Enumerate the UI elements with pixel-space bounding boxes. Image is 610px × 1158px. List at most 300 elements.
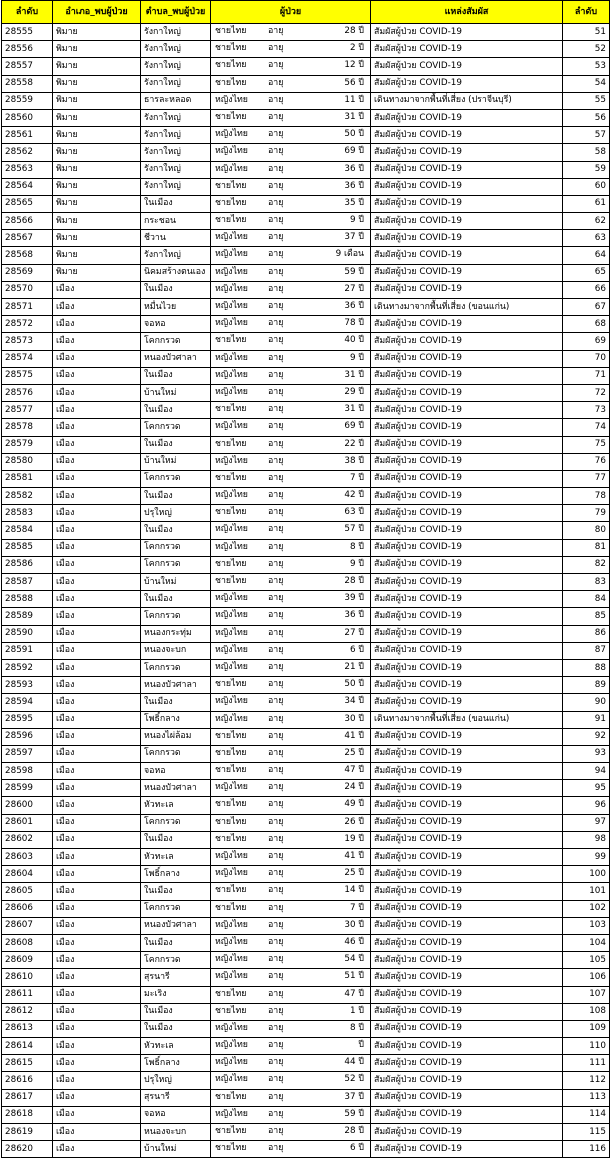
patient-age: 8 ปี bbox=[350, 1022, 364, 1033]
patient-sex: ชายไทย bbox=[215, 730, 247, 741]
cell-patient bbox=[211, 1141, 371, 1158]
table-row bbox=[2, 694, 610, 711]
cell-district: เมือง bbox=[53, 866, 141, 883]
table-row bbox=[2, 178, 610, 195]
patient-age-label: อายุ bbox=[268, 1057, 284, 1068]
cell-id: 28613 bbox=[2, 1020, 53, 1037]
table-row bbox=[2, 213, 610, 230]
patient-age: 36 ปี bbox=[344, 180, 364, 191]
cell-patient bbox=[211, 849, 371, 866]
patient-age: 21 ปี bbox=[344, 661, 364, 672]
cell-district: พิมาย bbox=[53, 264, 141, 281]
patient-age: 51 ปี bbox=[344, 971, 364, 982]
table-row bbox=[2, 1072, 610, 1089]
cell-id: 28602 bbox=[2, 831, 53, 848]
cell-source: สัมผัสผู้ป่วย COVID-19 bbox=[371, 642, 563, 659]
table-row bbox=[2, 402, 610, 419]
patient-age: 37 ปี bbox=[344, 232, 364, 243]
cell-source: สัมผัสผู้ป่วย COVID-19 bbox=[371, 522, 563, 539]
cell-subdistrict: รังกาใหญ่ bbox=[141, 24, 211, 41]
cell-order: 54 bbox=[563, 75, 610, 92]
cell-id: 28615 bbox=[2, 1055, 53, 1072]
cell-source: สัมผัสผู้ป่วย COVID-19 bbox=[371, 247, 563, 264]
cell-patient bbox=[211, 195, 371, 212]
table-row bbox=[2, 350, 610, 367]
cell-id: 28565 bbox=[2, 195, 53, 212]
patient-age: 11 ปี bbox=[344, 94, 364, 105]
table-row bbox=[2, 728, 610, 745]
cell-id: 28558 bbox=[2, 75, 53, 92]
cell-id: 28614 bbox=[2, 1038, 53, 1055]
cell-id: 28598 bbox=[2, 763, 53, 780]
cell-id: 28583 bbox=[2, 505, 53, 522]
patient-age: 8 ปี bbox=[350, 541, 364, 552]
cell-id: 28570 bbox=[2, 281, 53, 298]
table-row bbox=[2, 453, 610, 470]
table-row bbox=[2, 900, 610, 917]
cell-source: สัมผัสผู้ป่วย COVID-19 bbox=[371, 144, 563, 161]
patient-sex: ชายไทย bbox=[215, 747, 247, 758]
cell-id: 28560 bbox=[2, 109, 53, 126]
cell-patient bbox=[211, 728, 371, 745]
patient-age-label: อายุ bbox=[268, 77, 284, 88]
cell-subdistrict: ในเมือง bbox=[141, 281, 211, 298]
cell-subdistrict: บ้านใหม่ bbox=[141, 453, 211, 470]
patient-age: 52 ปี bbox=[344, 1074, 364, 1085]
table-row bbox=[2, 591, 610, 608]
cell-id: 28576 bbox=[2, 384, 53, 401]
patient-sex: หญิงไทย bbox=[215, 1074, 248, 1085]
cell-subdistrict: โคกกรวด bbox=[141, 539, 211, 556]
cell-district: เมือง bbox=[53, 1072, 141, 1089]
cell-subdistrict: บ้านใหม่ bbox=[141, 384, 211, 401]
cell-order: 64 bbox=[563, 247, 610, 264]
patient-age-label: อายุ bbox=[268, 816, 284, 827]
cell-id: 28559 bbox=[2, 92, 53, 109]
patient-age-label: อายุ bbox=[268, 301, 284, 311]
cell-district: พิมาย bbox=[53, 92, 141, 109]
patient-age-label: อายุ bbox=[268, 386, 284, 397]
cell-subdistrict: นิคมสร้างตนเอง bbox=[141, 264, 211, 281]
patient-age: 31 ปี bbox=[344, 404, 364, 415]
patient-age: 31 ปี bbox=[344, 369, 364, 380]
cell-subdistrict: หนองไผ่ล้อม bbox=[141, 728, 211, 745]
patient-age-label: อายุ bbox=[268, 988, 284, 999]
header-district: อำเภอ_พบผู้ป่วย bbox=[53, 1, 141, 24]
cell-id: 28589 bbox=[2, 608, 53, 625]
cell-district: เมือง bbox=[53, 333, 141, 350]
patient-age-label: อายุ bbox=[268, 541, 284, 552]
cell-id: 28607 bbox=[2, 917, 53, 934]
cell-district: เมือง bbox=[53, 917, 141, 934]
patient-age: 56 ปี bbox=[344, 77, 364, 88]
patient-sex: หญิงไทย bbox=[215, 283, 248, 294]
patient-age: 29 ปี bbox=[344, 386, 364, 397]
patient-sex: ชายไทย bbox=[215, 507, 247, 518]
patient-age-label: อายุ bbox=[268, 558, 284, 569]
patient-sex: หญิงไทย bbox=[215, 490, 248, 501]
table-row bbox=[2, 780, 610, 797]
cell-id: 28610 bbox=[2, 969, 53, 986]
cell-subdistrict: ชีวาน bbox=[141, 230, 211, 247]
patient-sex: ชายไทย bbox=[215, 1005, 247, 1016]
cell-patient bbox=[211, 642, 371, 659]
patient-age-label: อายุ bbox=[268, 1091, 284, 1102]
cell-subdistrict: โคกกรวด bbox=[141, 952, 211, 969]
cell-district: เมือง bbox=[53, 694, 141, 711]
cell-order: 87 bbox=[563, 642, 610, 659]
cell-source: สัมผัสผู้ป่วย COVID-19 bbox=[371, 1038, 563, 1055]
cell-district: เมือง bbox=[53, 453, 141, 470]
patient-age: 28 ปี bbox=[344, 1126, 364, 1136]
header-patient: ผู้ป่วย bbox=[211, 1, 371, 24]
table-row bbox=[2, 934, 610, 951]
cell-source: สัมผัสผู้ป่วย COVID-19 bbox=[371, 195, 563, 212]
table-row bbox=[2, 608, 610, 625]
patient-age: 36 ปี bbox=[344, 163, 364, 174]
table-row bbox=[2, 436, 610, 453]
cell-patient bbox=[211, 711, 371, 728]
patient-age: 46 ปี bbox=[344, 936, 364, 947]
cell-order: 78 bbox=[563, 488, 610, 505]
patient-age: 59 ปี bbox=[344, 266, 364, 277]
patient-age-label: อายุ bbox=[268, 833, 284, 844]
patient-age: 9 เดือน bbox=[335, 249, 364, 260]
cell-order: 81 bbox=[563, 539, 610, 556]
cell-order: 97 bbox=[563, 814, 610, 831]
patient-age-label: อายุ bbox=[268, 43, 284, 54]
cell-subdistrict: รังกาใหญ่ bbox=[141, 109, 211, 126]
cell-patient bbox=[211, 694, 371, 711]
table-row bbox=[2, 127, 610, 144]
patient-age-label: อายุ bbox=[268, 919, 284, 930]
patient-age-label: อายุ bbox=[268, 936, 284, 947]
patient-age-label: อายุ bbox=[268, 1108, 284, 1119]
cell-order: 113 bbox=[563, 1089, 610, 1106]
cell-order: 58 bbox=[563, 144, 610, 161]
patient-age: 19 ปี bbox=[344, 833, 364, 844]
cell-order: 52 bbox=[563, 41, 610, 58]
cell-source: สัมผัสผู้ป่วย COVID-19 bbox=[371, 591, 563, 608]
cell-id: 28606 bbox=[2, 900, 53, 917]
table-row bbox=[2, 883, 610, 900]
cell-source: สัมผัสผู้ป่วย COVID-19 bbox=[371, 230, 563, 247]
patient-sex: หญิงไทย bbox=[215, 971, 248, 982]
patient-age: 7 ปี bbox=[350, 902, 364, 913]
cell-order: 85 bbox=[563, 608, 610, 625]
patient-age-label: อายุ bbox=[268, 197, 284, 208]
cell-district: พิมาย bbox=[53, 109, 141, 126]
cell-order: 83 bbox=[563, 574, 610, 591]
cell-subdistrict: ในเมือง bbox=[141, 195, 211, 212]
patient-age-label: อายุ bbox=[268, 610, 284, 621]
cell-district: พิมาย bbox=[53, 230, 141, 247]
cell-source: สัมผัสผู้ป่วย COVID-19 bbox=[371, 75, 563, 92]
cell-patient bbox=[211, 677, 371, 694]
patient-sex: หญิงไทย bbox=[215, 661, 248, 672]
cell-source: สัมผัสผู้ป่วย COVID-19 bbox=[371, 127, 563, 144]
cell-district: เมือง bbox=[53, 677, 141, 694]
cell-source: สัมผัสผู้ป่วย COVID-19 bbox=[371, 849, 563, 866]
patient-sex: หญิงไทย bbox=[215, 301, 248, 311]
patient-age-label: อายุ bbox=[268, 644, 284, 655]
cell-district: เมือง bbox=[53, 797, 141, 814]
patient-sex: หญิงไทย bbox=[215, 524, 248, 535]
patient-sex: หญิงไทย bbox=[215, 644, 248, 655]
cell-id: 28617 bbox=[2, 1089, 53, 1106]
cell-id: 28616 bbox=[2, 1072, 53, 1089]
cell-source: สัมผัสผู้ป่วย COVID-19 bbox=[371, 763, 563, 780]
cell-source: สัมผัสผู้ป่วย COVID-19 bbox=[371, 556, 563, 573]
patient-age-label: อายุ bbox=[268, 129, 284, 140]
table-row bbox=[2, 763, 610, 780]
table-row bbox=[2, 625, 610, 642]
cell-source: สัมผัสผู้ป่วย COVID-19 bbox=[371, 367, 563, 384]
table-row bbox=[2, 299, 610, 316]
cell-patient bbox=[211, 178, 371, 195]
patient-age-label: อายุ bbox=[268, 1074, 284, 1085]
cell-district: เมือง bbox=[53, 1003, 141, 1020]
cell-subdistrict: ปรุใหญ่ bbox=[141, 505, 211, 522]
cell-district: พิมาย bbox=[53, 213, 141, 230]
table-row bbox=[2, 711, 610, 728]
cell-subdistrict: หัวทะเล bbox=[141, 849, 211, 866]
table-row bbox=[2, 556, 610, 573]
cell-subdistrict: โคกกรวด bbox=[141, 608, 211, 625]
cell-id: 28562 bbox=[2, 144, 53, 161]
cell-id: 28618 bbox=[2, 1106, 53, 1123]
cell-subdistrict: หัวทะเล bbox=[141, 797, 211, 814]
patient-sex: หญิงไทย bbox=[215, 421, 248, 432]
cell-subdistrict: รังกาใหญ่ bbox=[141, 41, 211, 58]
cell-patient bbox=[211, 161, 371, 178]
cell-district: เมือง bbox=[53, 659, 141, 676]
cell-order: 86 bbox=[563, 625, 610, 642]
patient-age: 54 ปี bbox=[344, 954, 364, 965]
patient-age: 78 ปี bbox=[344, 318, 364, 329]
patient-age: 63 ปี bbox=[344, 507, 364, 518]
cell-patient bbox=[211, 436, 371, 453]
patient-sex: ชายไทย bbox=[215, 26, 247, 36]
cell-source: สัมผัสผู้ป่วย COVID-19 bbox=[371, 470, 563, 487]
patient-age: 49 ปี bbox=[344, 799, 364, 810]
cell-subdistrict: รังกาใหญ่ bbox=[141, 75, 211, 92]
cell-source: สัมผัสผู้ป่วย COVID-19 bbox=[371, 1003, 563, 1020]
patient-sex: หญิงไทย bbox=[215, 1040, 248, 1051]
cell-id: 28585 bbox=[2, 539, 53, 556]
cell-order: 93 bbox=[563, 745, 610, 762]
cell-id: 28564 bbox=[2, 178, 53, 195]
patient-age: 40 ปี bbox=[344, 335, 364, 346]
patient-age: 47 ปี bbox=[344, 765, 364, 776]
cell-order: 114 bbox=[563, 1106, 610, 1123]
cell-district: เมือง bbox=[53, 1106, 141, 1123]
cell-id: 28597 bbox=[2, 745, 53, 762]
table-row bbox=[2, 1003, 610, 1020]
patient-age: 2 ปี bbox=[350, 43, 364, 54]
cell-order: 84 bbox=[563, 591, 610, 608]
cell-id: 28569 bbox=[2, 264, 53, 281]
cell-patient bbox=[211, 213, 371, 230]
patient-age-label: อายุ bbox=[268, 1040, 284, 1051]
cell-patient bbox=[211, 92, 371, 109]
cell-district: เมือง bbox=[53, 625, 141, 642]
cell-district: เมือง bbox=[53, 814, 141, 831]
cell-source: สัมผัสผู้ป่วย COVID-19 bbox=[371, 952, 563, 969]
cell-id: 28587 bbox=[2, 574, 53, 591]
cell-patient bbox=[211, 1072, 371, 1089]
patient-age-label: อายุ bbox=[268, 1022, 284, 1033]
patient-sex: ชายไทย bbox=[215, 1126, 247, 1136]
cell-patient bbox=[211, 574, 371, 591]
patient-age-label: อายุ bbox=[268, 885, 284, 896]
cell-source: สัมผัสผู้ป่วย COVID-19 bbox=[371, 539, 563, 556]
cell-order: 80 bbox=[563, 522, 610, 539]
patient-age-label: อายุ bbox=[268, 438, 284, 449]
patient-age: 6 ปี bbox=[350, 1143, 364, 1154]
patient-sex: หญิงไทย bbox=[215, 1108, 248, 1119]
cell-id: 28561 bbox=[2, 127, 53, 144]
patient-age: 24 ปี bbox=[344, 782, 364, 793]
cell-subdistrict: โคกกรวด bbox=[141, 745, 211, 762]
table-row bbox=[2, 264, 610, 281]
cell-patient bbox=[211, 1124, 371, 1141]
cell-order: 59 bbox=[563, 161, 610, 178]
table-body bbox=[2, 24, 610, 1158]
cell-subdistrict: หัวทะเล bbox=[141, 1038, 211, 1055]
patient-sex: ชายไทย bbox=[215, 404, 247, 415]
patient-age: 36 ปี bbox=[344, 610, 364, 621]
patient-age-label: อายุ bbox=[268, 799, 284, 810]
cell-subdistrict: ในเมือง bbox=[141, 1020, 211, 1037]
cell-id: 28579 bbox=[2, 436, 53, 453]
cell-subdistrict: จอหอ bbox=[141, 763, 211, 780]
patient-age-label: อายุ bbox=[268, 421, 284, 432]
cell-patient bbox=[211, 264, 371, 281]
cell-district: พิมาย bbox=[53, 127, 141, 144]
table-row bbox=[2, 161, 610, 178]
cell-order: 82 bbox=[563, 556, 610, 573]
table-row bbox=[2, 1124, 610, 1141]
patient-sex: ชายไทย bbox=[215, 60, 247, 71]
patient-age: 35 ปี bbox=[344, 197, 364, 208]
cell-patient bbox=[211, 797, 371, 814]
table-row bbox=[2, 230, 610, 247]
cell-id: 28556 bbox=[2, 41, 53, 58]
cell-source: สัมผัสผู้ป่วย COVID-19 bbox=[371, 900, 563, 917]
patient-age-label: อายุ bbox=[268, 868, 284, 879]
header-subdistrict: ตำบล_พบผู้ป่วย bbox=[141, 1, 211, 24]
table-row bbox=[2, 659, 610, 676]
patient-age-label: อายุ bbox=[268, 747, 284, 758]
header-seq: ลำดับ bbox=[2, 1, 53, 24]
cell-district: เมือง bbox=[53, 831, 141, 848]
cell-subdistrict: หนองบัวศาลา bbox=[141, 780, 211, 797]
cell-id: 28620 bbox=[2, 1141, 53, 1158]
cell-order: 57 bbox=[563, 127, 610, 144]
cell-source: สัมผัสผู้ป่วย COVID-19 bbox=[371, 986, 563, 1003]
patient-sex: หญิงไทย bbox=[215, 266, 248, 277]
patient-sex: ชายไทย bbox=[215, 77, 247, 88]
cell-id: 28584 bbox=[2, 522, 53, 539]
patient-sex: ชายไทย bbox=[215, 816, 247, 827]
cell-id: 28595 bbox=[2, 711, 53, 728]
cell-order: 111 bbox=[563, 1055, 610, 1072]
cell-source: สัมผัสผู้ป่วย COVID-19 bbox=[371, 831, 563, 848]
patient-age-label: อายุ bbox=[268, 249, 284, 260]
table-row bbox=[2, 642, 610, 659]
cell-patient bbox=[211, 763, 371, 780]
cell-id: 28590 bbox=[2, 625, 53, 642]
cell-order: 60 bbox=[563, 178, 610, 195]
patient-age: 57 ปี bbox=[344, 524, 364, 535]
cell-id: 28596 bbox=[2, 728, 53, 745]
cell-source: สัมผัสผู้ป่วย COVID-19 bbox=[371, 1089, 563, 1106]
cell-district: พิมาย bbox=[53, 41, 141, 58]
cell-order: 67 bbox=[563, 299, 610, 316]
cell-patient bbox=[211, 247, 371, 264]
cell-patient bbox=[211, 58, 371, 75]
patient-age: 9 ปี bbox=[350, 215, 364, 226]
cell-source: สัมผัสผู้ป่วย COVID-19 bbox=[371, 1072, 563, 1089]
cell-subdistrict: โคกกรวด bbox=[141, 419, 211, 436]
cell-district: เมือง bbox=[53, 900, 141, 917]
cell-order: 92 bbox=[563, 728, 610, 745]
patient-age-label: อายุ bbox=[268, 1126, 284, 1136]
cell-district: เมือง bbox=[53, 505, 141, 522]
patient-age-label: อายุ bbox=[268, 215, 284, 226]
cell-patient bbox=[211, 952, 371, 969]
patient-age: ปี bbox=[358, 1040, 364, 1051]
cell-source: สัมผัสผู้ป่วย COVID-19 bbox=[371, 419, 563, 436]
cell-id: 28574 bbox=[2, 350, 53, 367]
patient-sex: ชายไทย bbox=[215, 988, 247, 999]
patient-age: 9 ปี bbox=[350, 558, 364, 569]
cell-district: พิมาย bbox=[53, 144, 141, 161]
cell-subdistrict: โพธิ์กลาง bbox=[141, 1055, 211, 1072]
patient-sex: หญิงไทย bbox=[215, 1022, 248, 1033]
header-row bbox=[2, 1, 610, 24]
patient-age: 26 ปี bbox=[344, 816, 364, 827]
patient-age-label: อายุ bbox=[268, 472, 284, 483]
cell-source: สัมผัสผู้ป่วย COVID-19 bbox=[371, 109, 563, 126]
cell-order: 105 bbox=[563, 952, 610, 969]
cell-patient bbox=[211, 780, 371, 797]
cell-patient bbox=[211, 367, 371, 384]
patient-sex: หญิงไทย bbox=[215, 868, 248, 879]
table-row bbox=[2, 109, 610, 126]
cell-patient bbox=[211, 866, 371, 883]
cell-patient bbox=[211, 745, 371, 762]
cell-patient bbox=[211, 1038, 371, 1055]
patient-age-label: อายุ bbox=[268, 490, 284, 501]
table-row bbox=[2, 384, 610, 401]
patient-age-label: อายุ bbox=[268, 111, 284, 122]
cell-order: 63 bbox=[563, 230, 610, 247]
cell-patient bbox=[211, 986, 371, 1003]
cell-subdistrict: ในเมือง bbox=[141, 522, 211, 539]
cell-order: 115 bbox=[563, 1124, 610, 1141]
patient-sex: หญิงไทย bbox=[215, 610, 248, 621]
patient-sex: หญิงไทย bbox=[215, 94, 248, 105]
cell-subdistrict: ในเมือง bbox=[141, 934, 211, 951]
cell-district: เมือง bbox=[53, 350, 141, 367]
patient-sex: ชายไทย bbox=[215, 679, 247, 690]
patient-sex: หญิงไทย bbox=[215, 232, 248, 243]
cell-id: 28575 bbox=[2, 367, 53, 384]
table-row bbox=[2, 470, 610, 487]
cell-order: 109 bbox=[563, 1020, 610, 1037]
